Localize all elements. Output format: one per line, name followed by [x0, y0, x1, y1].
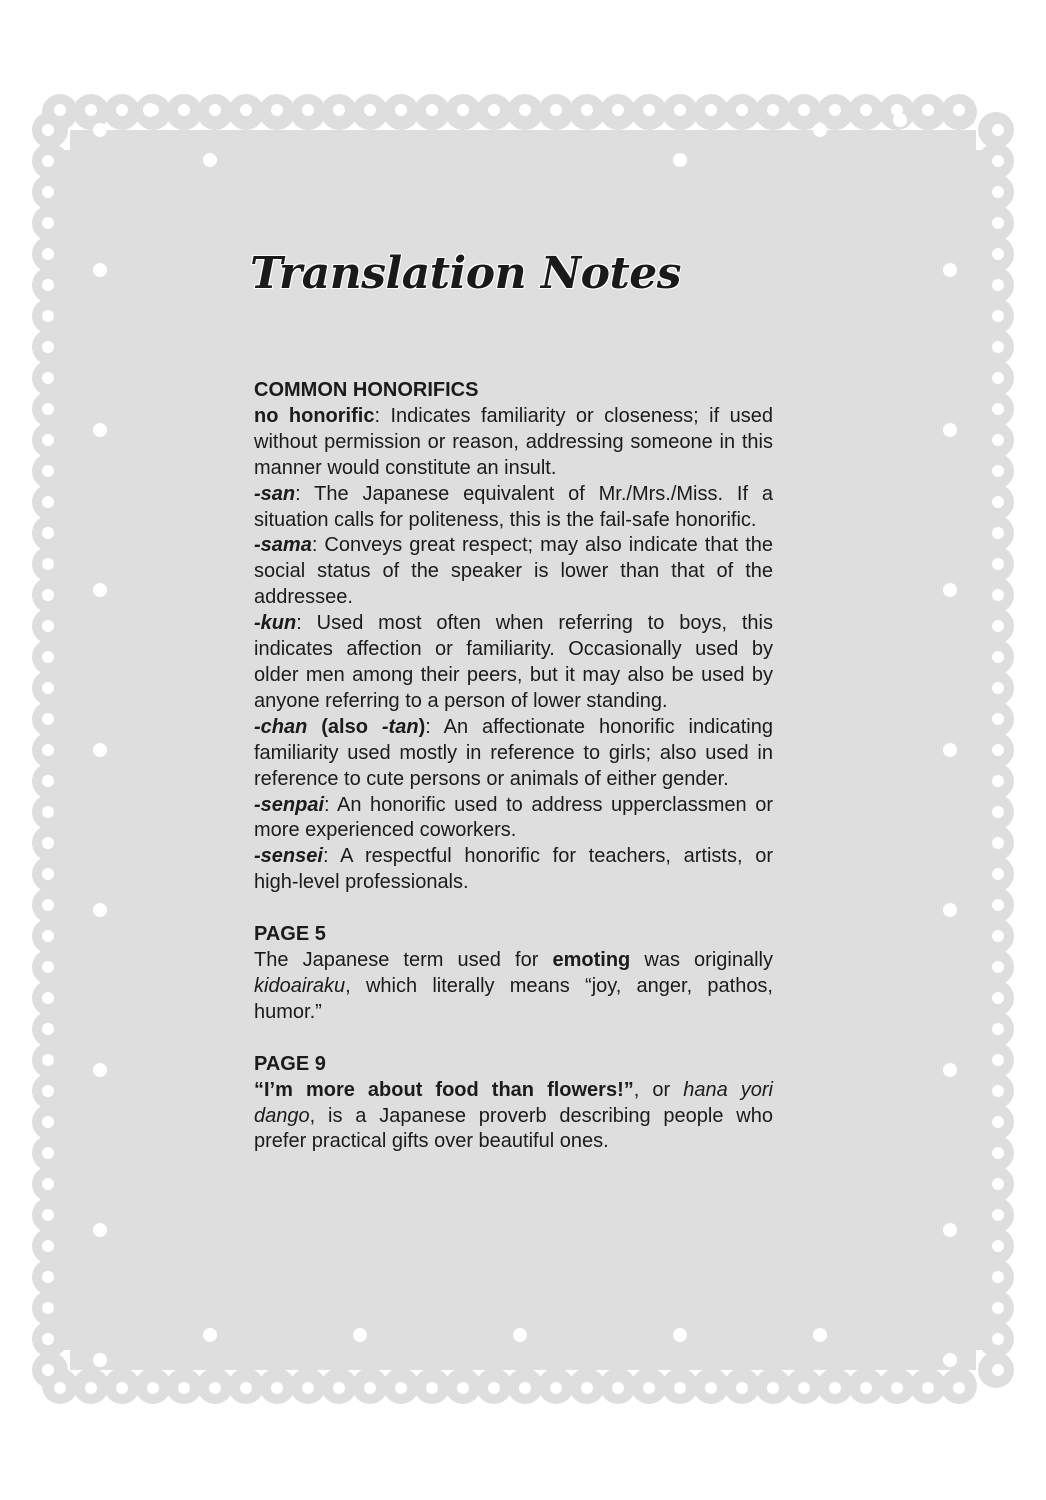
- note-text: , is a Japanese proverb describing people who prefer practical gifts over beautiful ones.: [254, 1104, 773, 1153]
- note-italic-term: kidoairaku: [254, 974, 346, 997]
- honorific-entry-sensei: [254, 844, 773, 896]
- honorific-desc: : Conveys great respect; may also indicate that the social status of the speaker is lower than that of the addressee.: [254, 534, 773, 609]
- note-bold-term: emoting: [552, 949, 631, 972]
- note-text: The Japanese term used for: [254, 949, 553, 972]
- honorific-desc: : Used most often when referring to boys, this indicates affection or familiarity. Occasionally used by older men among their peers, but it may also be used by anyone referring to a person of lower standing.: [254, 612, 773, 712]
- note-italic-term: hana yori dango: [254, 1078, 773, 1127]
- honorific-term: -chan: [254, 715, 308, 738]
- note-bold-term: “I’m more about food than flowers!”: [254, 1078, 634, 1101]
- honorific-desc: : An honorific used to address upperclassmen or more experienced coworkers.: [254, 793, 773, 842]
- honorific-term: -san: [254, 482, 296, 505]
- honorific-entry-sama: [254, 533, 773, 611]
- honorific-desc: : A respectful honorific for teachers, artists, or high-level professionals.: [254, 845, 773, 894]
- page5-heading: PAGE 5: [254, 923, 326, 946]
- note-text: , or: [633, 1078, 684, 1101]
- honorific-term: no honorific: [254, 404, 375, 427]
- honorific-entry-san: [254, 482, 773, 534]
- honorific-term: -sensei: [254, 845, 323, 868]
- note-text: , which literally means “joy, anger, pathos, humor.”: [254, 974, 773, 1023]
- honorific-entry-senpai: [254, 793, 773, 845]
- honorific-term-alt: -tan: [381, 715, 419, 738]
- honorific-desc: : An affectionate honorific indicating familiarity used mostly in reference to girls; also used in reference to cute persons or animals of either gender.: [254, 715, 774, 790]
- honorific-term: -senpai: [254, 793, 325, 816]
- page5-note: [254, 948, 773, 1026]
- honorific-desc: : The Japanese equivalent of Mr./Mrs./Miss. If a situation calls for politeness, this is the fail-safe honorific.: [254, 482, 773, 531]
- honorific-also-open: (also: [307, 715, 382, 738]
- notes-body: [254, 378, 773, 1155]
- honorific-entry-chan: [254, 715, 773, 793]
- honorific-entry-kun: [254, 611, 773, 715]
- honorific-term: -sama: [254, 534, 312, 557]
- page9-heading: PAGE 9: [254, 1052, 326, 1075]
- honorifics-heading: COMMON HONORIFICS: [254, 379, 479, 401]
- honorific-also-close: ): [418, 715, 426, 738]
- honorific-entry-none: [254, 404, 773, 482]
- page-title: Translation Notes: [250, 248, 682, 299]
- page9-note: [254, 1078, 773, 1156]
- note-text: was originally: [630, 949, 773, 972]
- honorific-desc: : Indicates familiarity or closeness; if used without permission or reason, addressing someone in this manner would constitute an insult.: [254, 404, 773, 479]
- honorific-term: -kun: [254, 612, 297, 635]
